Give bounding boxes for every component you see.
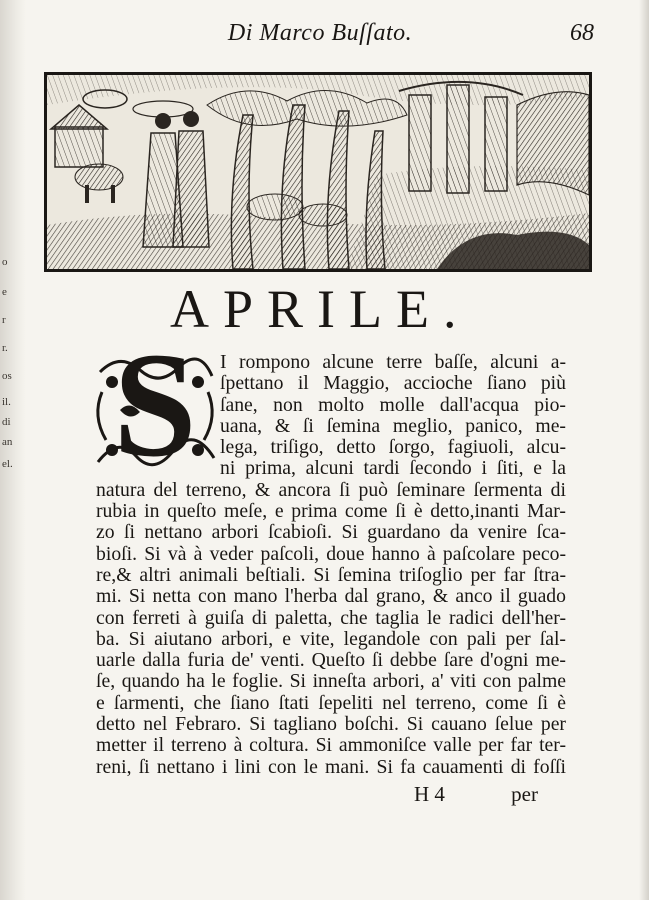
body-text bbox=[96, 352, 566, 778]
catchword: per bbox=[511, 782, 538, 806]
page-edge bbox=[639, 0, 649, 900]
text-line: natura del terreno, & ancora ſi può ſeminare ſermenta di bbox=[96, 479, 566, 501]
signature-mark: H 4 bbox=[414, 782, 445, 806]
page-number: 68 bbox=[570, 20, 594, 46]
woodcut-scene-icon bbox=[47, 75, 589, 269]
text-line: lega, triſigo, detto ſorgo, fagiuoli, alcu- bbox=[220, 437, 566, 459]
gutter-mark: el. bbox=[2, 458, 13, 470]
text-line: con ferreti à guiſa di paletta, che taglia le radici dell'her- bbox=[96, 607, 566, 629]
page-header bbox=[40, 16, 600, 52]
gutter-mark: e bbox=[2, 286, 7, 298]
text-line: bioſi. Si và à veder paſcoli, doue hanno à paſcolare peco- bbox=[96, 543, 566, 565]
text-line: e ſarmenti, che ſiano ſtati ſepeliti nel terreno, come ſi è bbox=[96, 692, 566, 714]
gutter-mark: os bbox=[2, 370, 12, 382]
text-line: ſe, quando ha le foglie. Si inneſta arbori, a' viti con palme bbox=[96, 671, 566, 693]
gutter-mark: r. bbox=[2, 342, 8, 354]
text-line: rubia in queſto meſe, e prima come ſi è detto,inanti Mar- bbox=[96, 501, 566, 523]
text-line: detto nel Febraro. Si tagliano boſchi. Si cauano ſelue per bbox=[96, 714, 566, 736]
text-line: uana, & ſi ſemina meglio, panico, me- bbox=[220, 415, 566, 437]
text-line: zo ſi nettano arbori ſcabioſi. Si guardano da venire ſca- bbox=[96, 522, 566, 544]
text-line: ba. Si aiutano arbori, e vite, legandole con pali per ſal- bbox=[96, 628, 566, 650]
text-line: uarle dalla furia de' venti. Queſto ſi debbe ſare d'ogni me- bbox=[96, 650, 566, 672]
text-line: ni prima, alcuni tardi ſecondo i ſiti, e la bbox=[220, 458, 566, 480]
running-head: Di Marco Buſſato. bbox=[227, 20, 413, 46]
page-title: APRILE. bbox=[170, 279, 471, 339]
text-line: re,& altri animali beſtiali. Si ſemina triſoglio per far ſtra- bbox=[96, 564, 566, 586]
gutter-mark: o bbox=[2, 256, 8, 268]
text-line: I rompono alcune terre baſſe, alcuni a- bbox=[220, 352, 566, 373]
gutter-bleed bbox=[0, 0, 26, 900]
text-line: mi. Si netta con mano l'herba dal grano, & anco il guado bbox=[96, 586, 566, 608]
page-footer bbox=[96, 782, 566, 810]
text-line: reni, ſi nettano i lini con le mani. Si fa cauamenti di foſſi bbox=[96, 756, 566, 778]
gutter-mark: il. bbox=[2, 396, 11, 408]
text-line: ſpettano il Maggio, accioche ſiano più bbox=[220, 373, 566, 395]
gutter-mark: an bbox=[2, 436, 13, 448]
drop-cap-letter: S bbox=[113, 352, 197, 480]
gutter-mark: di bbox=[2, 416, 11, 428]
gutter-mark: r bbox=[2, 314, 6, 326]
text-line: metter il terreno à coltura. Si ammoniſce valle per far ter- bbox=[96, 735, 566, 757]
text-line: ſane, non molto molle dall'acqua pio- bbox=[220, 394, 566, 416]
woodcut-illustration bbox=[44, 72, 592, 272]
